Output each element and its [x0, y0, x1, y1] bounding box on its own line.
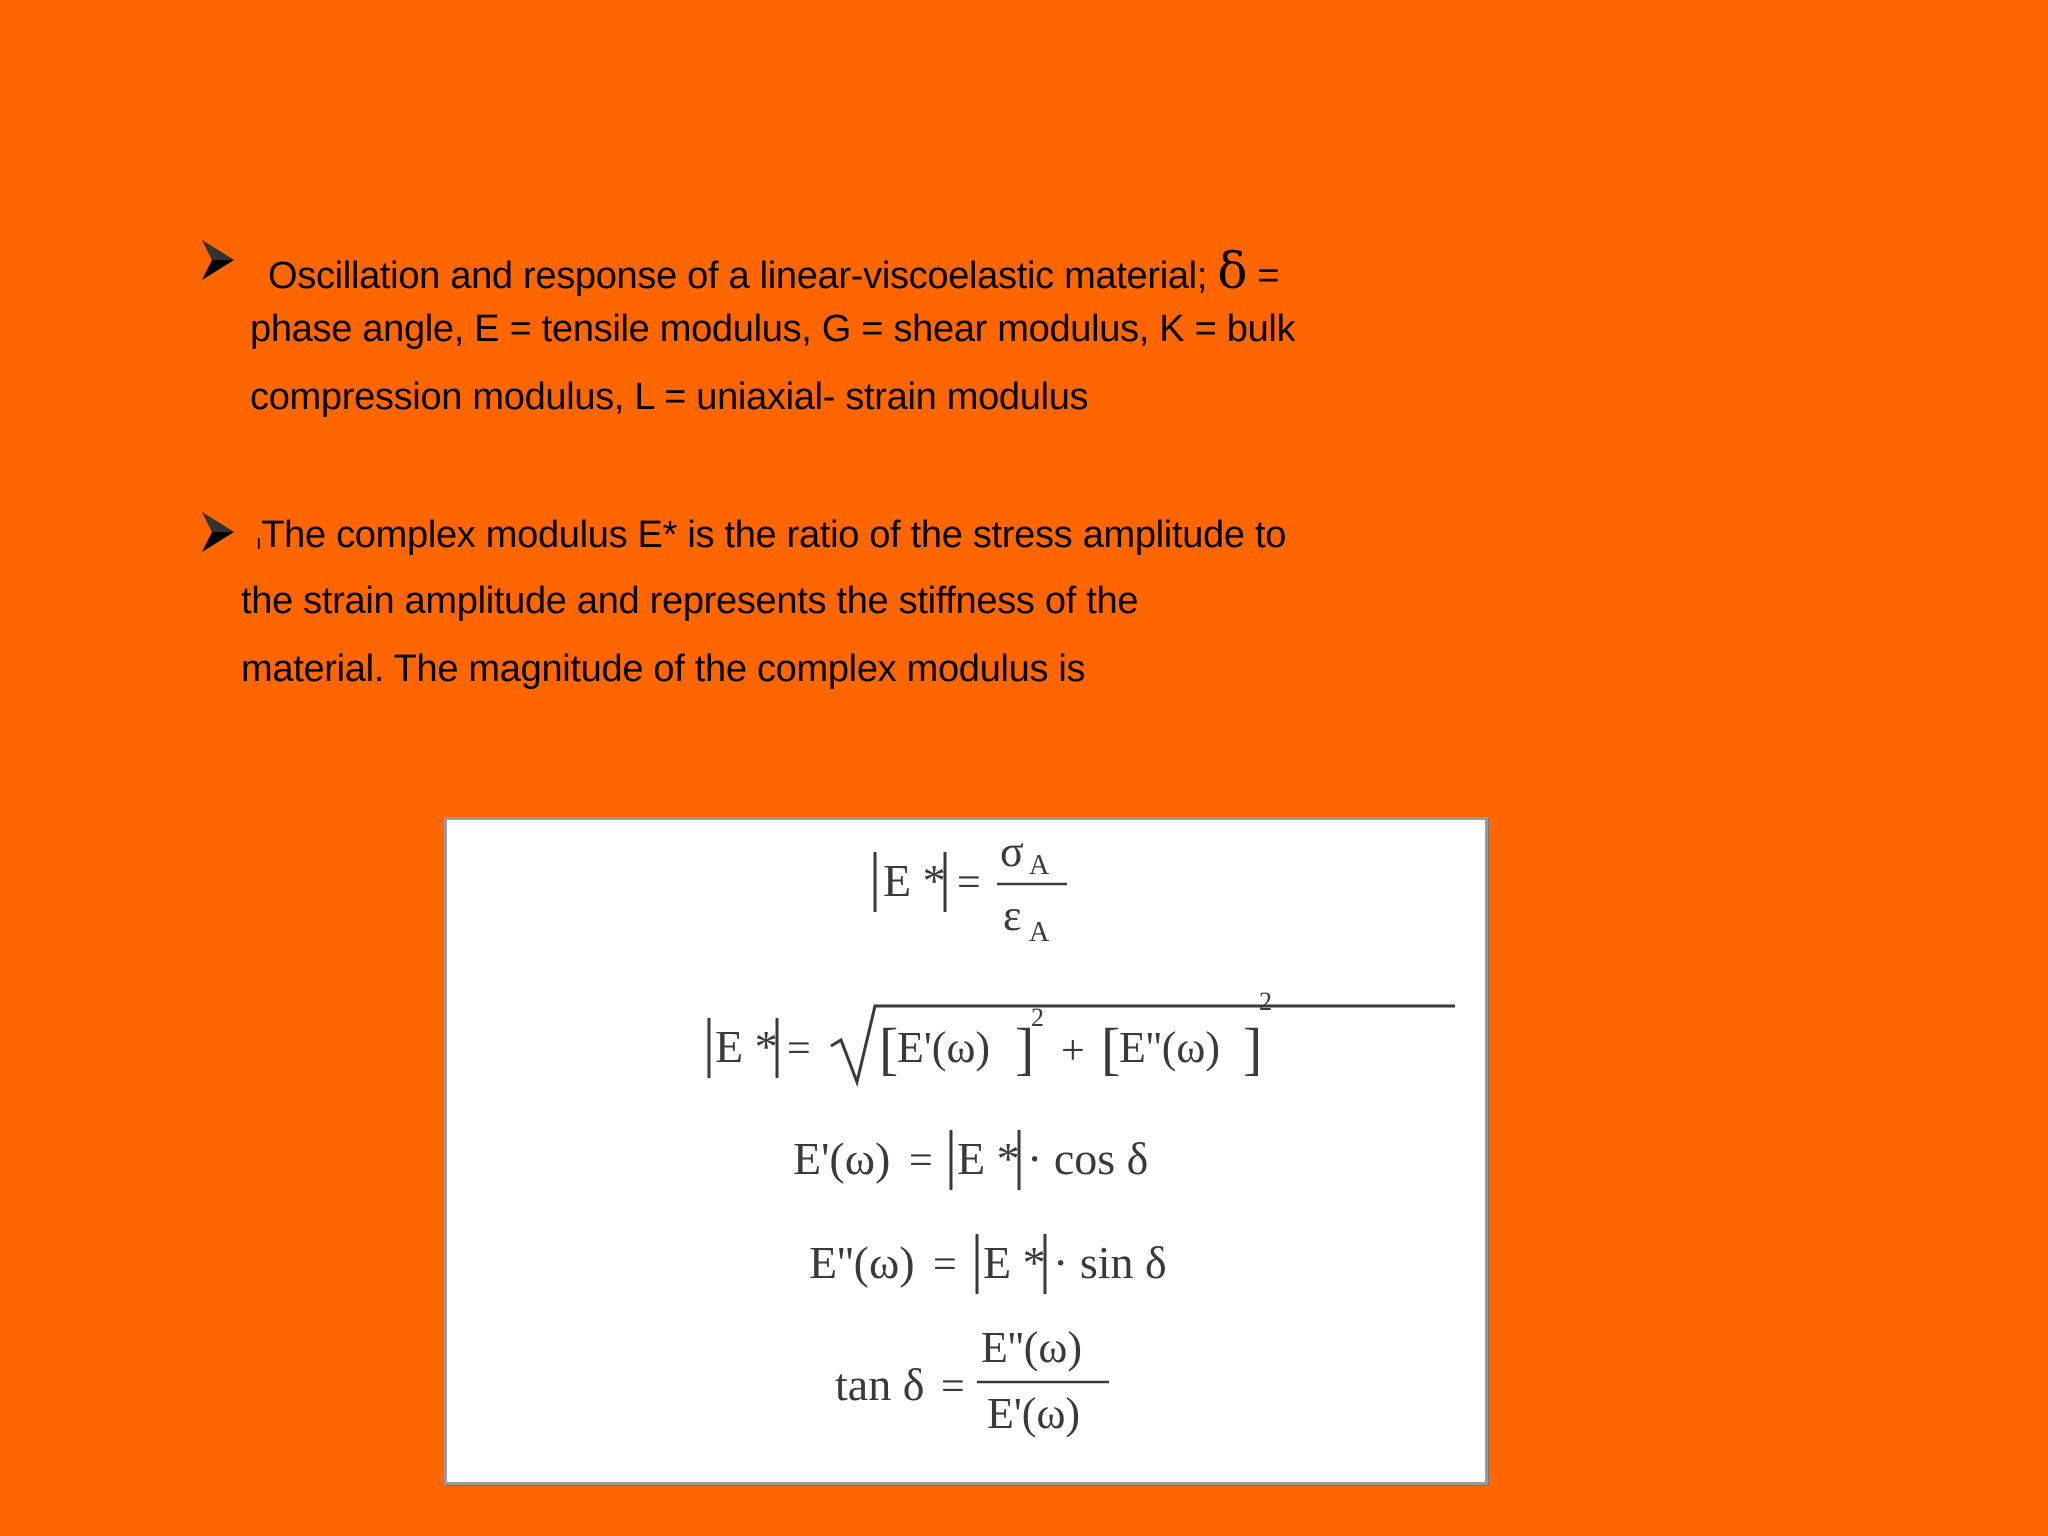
bullet-2-line-1: ıThe complex modulus E* is the ratio of the stress amplitude to: [256, 514, 1287, 556]
formula-storage-modulus: [793, 1130, 1148, 1190]
f1-eq: =: [957, 860, 981, 906]
f2-rbracket-1: ]: [1015, 1016, 1035, 1081]
formula-complex-modulus-ratio: [875, 827, 1067, 948]
arrow-bullet-icon: [200, 238, 236, 282]
f3-mid: E *: [957, 1133, 1020, 1184]
f2-lbracket-2: [: [1101, 1016, 1121, 1081]
bullet-2-line-3: material. The magnitude of the complex modulus is: [241, 648, 1086, 690]
f4-lhs: E''(ω): [809, 1237, 915, 1288]
formula-loss-modulus: [809, 1234, 1167, 1294]
arrow-bullet-icon: [200, 510, 236, 554]
delta-symbol: δ: [1217, 242, 1248, 300]
f2-plus: +: [1061, 1028, 1085, 1074]
f1-den-sub: A: [1029, 917, 1050, 948]
f5-lhs: tan δ: [835, 1359, 925, 1410]
f2-lhs: E *: [715, 1021, 778, 1072]
f4-mid: E *: [983, 1237, 1046, 1288]
f2-lbracket-1: [: [879, 1016, 899, 1081]
f2-eq: =: [787, 1026, 811, 1072]
f3-rhs: · cos δ: [1027, 1133, 1149, 1184]
f3-lhs: E'(ω): [793, 1133, 891, 1184]
f2-term-1: E'(ω): [897, 1023, 991, 1072]
f1-num: σ: [1000, 827, 1024, 876]
f1-num-sub: A: [1029, 850, 1050, 881]
f2-term-2: E''(ω): [1119, 1023, 1220, 1072]
bullet-1-line-2: phase angle, E = tensile modulus, G = shear modulus, K = bulk: [250, 308, 1296, 350]
bullet-1-line-3: compression modulus, L = uniaxial- strain modulus: [250, 376, 1089, 418]
f4-rhs: · sin δ: [1053, 1237, 1167, 1288]
f5-eq: =: [941, 1364, 965, 1410]
formula-complex-modulus-magnitude: [709, 987, 1455, 1082]
f1-den: ε: [1003, 891, 1022, 940]
formula-loss-tangent: [835, 1323, 1109, 1438]
f3-eq: =: [909, 1138, 933, 1184]
f5-num: E''(ω): [981, 1323, 1082, 1372]
f2-exp-1: 2: [1031, 1003, 1044, 1032]
f5-den: E'(ω): [987, 1389, 1081, 1438]
bullet-2-line-2: the strain amplitude and represents the stiffness of the: [241, 580, 1139, 622]
formula-panel: [444, 817, 1488, 1485]
f1-lhs: E *: [883, 855, 946, 906]
bullet-1-line-1: Oscillation and response of a linear-viscoelastic material; δ =: [268, 242, 1280, 300]
f2-rbracket-2: ]: [1243, 1016, 1263, 1081]
f2-exp-2: 2: [1259, 987, 1272, 1016]
f4-eq: =: [933, 1242, 957, 1288]
